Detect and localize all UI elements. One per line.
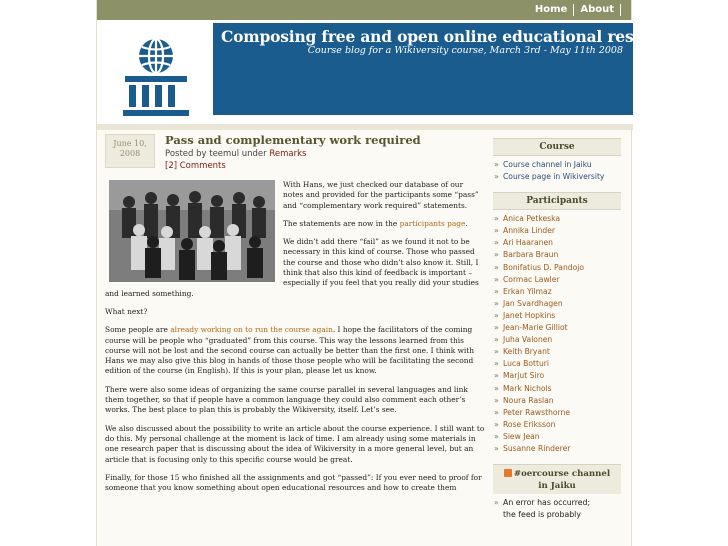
list-item <box>493 370 621 382</box>
participant-link[interactable]: Juha Valonen <box>503 335 553 345</box>
list-item <box>493 395 621 407</box>
post-title[interactable]: Pass and complementary work required <box>165 133 421 147</box>
list-item <box>493 225 621 237</box>
list-item <box>493 249 621 261</box>
paragraph: We didn’t add there “fail” as we found it not to be necessary in this kind of course. Those who passed the course and those who didn’t also know it. Still, I think that also this kind of feedback is important – especially if you feel that you really did your studies and learned something. <box>105 237 479 298</box>
paragraph-text: . I hope the facilitators of the coming course will be people who “graduated” from this course. This way the lessons learned from this course will not be lost and the second course can actually be better than the first one. I think with Hans we may also give this blog in hands of those those people who will be facilitating the second edition of the course (in English). If this is your plan, please let us know. <box>105 325 475 376</box>
participant-link[interactable]: Noura Raslan <box>503 395 554 405</box>
list-item <box>493 298 621 310</box>
feed-error-message <box>493 497 621 521</box>
participants-list <box>493 213 621 455</box>
participant-link[interactable]: Anica Petkeska <box>503 214 560 224</box>
post-comments <box>165 161 226 171</box>
participant-link[interactable]: Jean-Marie Gilliot <box>503 323 568 333</box>
list-item <box>493 322 621 334</box>
participant-link[interactable]: Erkan Yilmaz <box>503 286 552 296</box>
list-item <box>493 334 621 346</box>
paragraph: With Hans, we just checked our database of our notes and provided for the participants some “pass” and “complementary work required” statements. <box>283 180 479 210</box>
page <box>96 0 691 546</box>
feed-error-line2: the feed is probably <box>503 510 581 520</box>
participant-link[interactable]: Susanne Rinderer <box>503 443 571 453</box>
participant-link[interactable]: Siew Jean <box>503 431 540 441</box>
participant-link[interactable]: Mark Nichols <box>503 383 552 393</box>
list-item <box>493 213 621 225</box>
course-links <box>493 159 621 183</box>
paragraph: Finally, for those 15 who finished all the assignments and got “passed”: If you ever need to proof for someone that you know something about open educational resources and how to create them <box>105 472 482 493</box>
blog-subtitle: Course blog for a Wikiversity course, March 3rd - May 11th 2008 <box>307 45 623 56</box>
participant-link[interactable]: Barbara Braun <box>503 250 559 260</box>
course-channel-link[interactable]: Course channel in Jaiku <box>503 160 592 169</box>
sidebar <box>493 138 621 521</box>
paragraph: What next? <box>105 306 148 316</box>
list-item <box>493 358 621 370</box>
photo-spacer <box>105 180 283 286</box>
wikiversity-logo-icon[interactable] <box>111 34 201 124</box>
sidebar-heading-participants: Participants <box>493 192 621 210</box>
participant-link[interactable]: Rose Eriksson <box>503 419 556 429</box>
rss-heading-line2[interactable]: in Jaiku <box>538 481 576 492</box>
paragraph-text: . <box>465 218 468 228</box>
participant-link[interactable]: Cormac Lawler <box>503 274 560 284</box>
list-item <box>493 286 621 298</box>
participant-link[interactable]: Marjut Siro <box>503 371 545 381</box>
participants-page-link[interactable]: participants page <box>399 218 466 228</box>
participant-link[interactable]: Keith Bryant <box>503 347 550 357</box>
paragraph-text: Some people are <box>105 325 171 335</box>
participant-link[interactable]: Luca Botturi <box>503 359 550 369</box>
sidebar-heading-rss <box>493 464 621 494</box>
site-header <box>97 20 691 128</box>
post-date <box>105 134 155 168</box>
course-page-link[interactable]: Course page in Wikiversity <box>503 172 605 182</box>
post-date-year: 2008 <box>119 149 141 158</box>
list-item <box>493 262 621 274</box>
blog-title[interactable]: Composing free and open online educational resources <box>221 27 691 46</box>
list-item <box>493 407 621 419</box>
list-item <box>493 237 621 249</box>
participant-link[interactable]: Janet Hopkins <box>503 310 556 320</box>
list-item <box>493 443 621 455</box>
participant-link[interactable]: Ari Haaranen <box>503 238 553 248</box>
comments-link[interactable]: [2] Comments <box>165 161 226 171</box>
list-item <box>493 419 621 431</box>
list-item <box>493 274 621 286</box>
list-item <box>493 159 621 171</box>
post-date-day: June 10, <box>113 139 147 148</box>
paragraph: There were also some ideas of organizing the same course parallel in several languages and link them together, so that if people have a common language they could also comment each other’s works. The best place to plan this is probably the Wikiversity, itself. Let’s see. <box>105 384 468 415</box>
post-author: Posted by teemul under <box>165 149 267 159</box>
participant-link[interactable]: Peter Rawsthorne <box>503 407 571 417</box>
participant-link[interactable]: Annika Linder <box>503 226 556 236</box>
list-item <box>493 383 621 395</box>
top-navigation <box>97 0 631 20</box>
participant-link[interactable]: Jan Svardhagen <box>503 298 563 308</box>
sidebar-heading-course: Course <box>493 138 621 156</box>
nav-about-link[interactable]: About <box>574 4 621 16</box>
paragraph-text: The statements are now in the <box>283 218 400 228</box>
paragraph <box>105 325 485 376</box>
header-banner <box>213 23 691 115</box>
main-content <box>97 130 489 546</box>
list-item <box>493 346 621 358</box>
rss-feed-icon[interactable] <box>504 469 512 477</box>
rss-heading-line1[interactable]: #oercourse channel <box>513 469 611 480</box>
post-body <box>105 180 485 501</box>
nav-home-link[interactable]: Home <box>529 4 574 16</box>
feed-error-line1: An error has occurred; <box>503 498 591 508</box>
paragraph: We also discussed about the possibility to write an article about the course experience. I still want to do this. My personal challenge at the moment is lack of time. I am already using some materials in one research paper that is discussing about the idea of Wikiversity in a more general level, but an article that is focusing only to this specific course would be great. <box>105 423 485 464</box>
participant-link[interactable]: Bonifatius D. Pandojo <box>503 262 584 272</box>
post-meta <box>165 149 306 159</box>
list-item <box>493 310 621 322</box>
run-course-again-link[interactable]: already working on to run the course again <box>170 325 333 335</box>
list-item <box>493 171 621 183</box>
post-category-link[interactable]: Remarks <box>269 149 307 159</box>
list-item <box>493 431 621 443</box>
